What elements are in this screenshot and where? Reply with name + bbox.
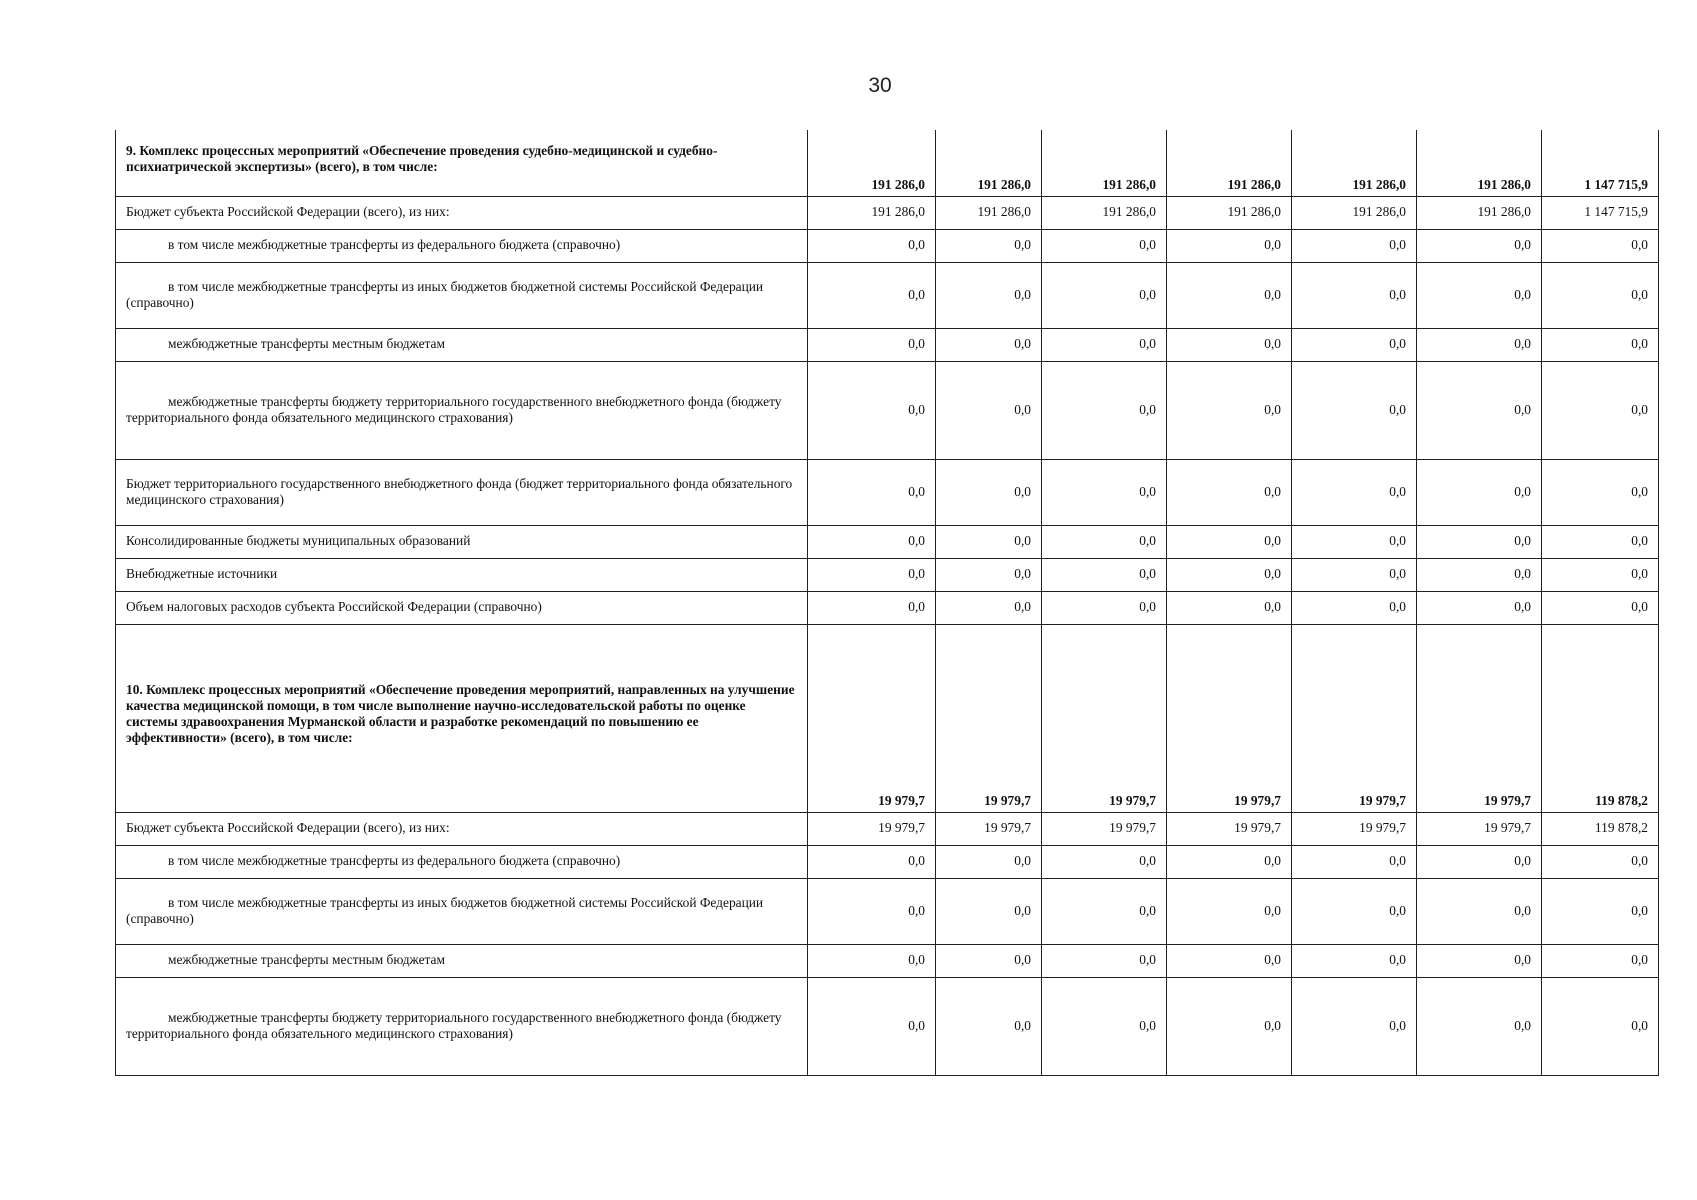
total-cell: 19 979,7 [808,624,936,812]
value-cell: 0,0 [1417,525,1542,558]
value-cell: 0,0 [808,977,936,1075]
value-cell: 0,0 [1167,361,1292,459]
value-cell: 0,0 [1042,558,1167,591]
table-row [116,328,1659,361]
value-cell: 0,0 [1542,328,1659,361]
budget-table [115,130,1659,1076]
value-cell: 0,0 [1542,459,1659,525]
value-cell: 0,0 [808,845,936,878]
value-cell: 0,0 [936,361,1042,459]
value-cell: 0,0 [808,944,936,977]
section-header-row [116,130,1659,196]
value-cell: 0,0 [1167,977,1292,1075]
value-cell: 0,0 [936,328,1042,361]
row-label: Бюджет субъекта Российской Федерации (всего), из них: [116,196,808,229]
table-row [116,525,1659,558]
total-cell: 191 286,0 [936,130,1042,196]
table-row [116,845,1659,878]
value-cell: 0,0 [1167,558,1292,591]
value-cell: 0,0 [1292,229,1417,262]
value-cell: 0,0 [1417,459,1542,525]
table-row [116,558,1659,591]
value-cell: 0,0 [1167,229,1292,262]
total-cell: 191 286,0 [1417,130,1542,196]
value-cell: 0,0 [1542,944,1659,977]
value-cell: 0,0 [1167,328,1292,361]
row-label: межбюджетные трансферты бюджету территориального государственного внебюджетного фонда (бюджету территориального фонда обязательного медицинского страхования) [116,977,808,1075]
value-cell: 0,0 [936,591,1042,624]
value-cell: 0,0 [808,361,936,459]
value-cell: 19 979,7 [1167,812,1292,845]
value-cell: 0,0 [1292,591,1417,624]
total-cell: 19 979,7 [1167,624,1292,812]
value-cell: 0,0 [1167,459,1292,525]
value-cell: 19 979,7 [936,812,1042,845]
value-cell: 191 286,0 [1417,196,1542,229]
table-row [116,944,1659,977]
table-row [116,459,1659,525]
value-cell: 0,0 [808,558,936,591]
row-label: Объем налоговых расходов субъекта Российской Федерации (справочно) [116,591,808,624]
value-cell: 0,0 [936,262,1042,328]
value-cell: 191 286,0 [1167,196,1292,229]
value-cell: 0,0 [1167,525,1292,558]
table-row [116,812,1659,845]
value-cell: 0,0 [1542,262,1659,328]
row-label: в том числе межбюджетные трансферты из федерального бюджета (справочно) [116,845,808,878]
value-cell: 0,0 [1042,361,1167,459]
table-row [116,878,1659,944]
value-cell: 0,0 [1042,229,1167,262]
value-cell: 0,0 [1042,944,1167,977]
value-cell: 0,0 [1417,229,1542,262]
value-cell: 0,0 [1417,845,1542,878]
total-cell: 119 878,2 [1542,624,1659,812]
row-label: Консолидированные бюджеты муниципальных образований [116,525,808,558]
value-cell: 0,0 [1042,525,1167,558]
value-cell: 0,0 [936,845,1042,878]
value-cell: 0,0 [1417,262,1542,328]
value-cell: 0,0 [1542,845,1659,878]
total-cell: 19 979,7 [936,624,1042,812]
value-cell: 0,0 [1292,328,1417,361]
total-cell: 19 979,7 [1042,624,1167,812]
value-cell: 0,0 [1292,459,1417,525]
value-cell: 0,0 [1292,558,1417,591]
value-cell: 0,0 [1542,558,1659,591]
value-cell: 19 979,7 [1292,812,1417,845]
page-number: 30 [868,74,892,97]
total-cell: 191 286,0 [1042,130,1167,196]
value-cell: 0,0 [808,525,936,558]
value-cell: 0,0 [1292,977,1417,1075]
value-cell: 0,0 [1417,361,1542,459]
value-cell: 0,0 [1417,558,1542,591]
total-cell: 19 979,7 [1417,624,1542,812]
value-cell: 0,0 [1292,262,1417,328]
section-title: 10. Комплекс процессных мероприятий «Обеспечение проведения мероприятий, направленных на улучшение качества медицинской помощи, в том числе выполнение научно-исследовательской работы по оценке системы здравоохранения Мурманской области и разработке рекомендаций по повышению ее эффективности» (всего), в том числе: [116,624,808,812]
row-label: Внебюджетные источники [116,558,808,591]
value-cell: 19 979,7 [808,812,936,845]
value-cell: 0,0 [1042,459,1167,525]
row-label: межбюджетные трансферты бюджету территориального государственного внебюджетного фонда (бюджету территориального фонда обязательного медицинского страхования) [116,361,808,459]
total-cell: 1 147 715,9 [1542,130,1659,196]
value-cell: 0,0 [1542,361,1659,459]
value-cell: 191 286,0 [808,196,936,229]
value-cell: 0,0 [1542,591,1659,624]
row-label: в том числе межбюджетные трансферты из федерального бюджета (справочно) [116,229,808,262]
value-cell: 0,0 [1417,977,1542,1075]
table-row [116,262,1659,328]
value-cell: 191 286,0 [1292,196,1417,229]
value-cell: 0,0 [1167,845,1292,878]
value-cell: 0,0 [808,262,936,328]
value-cell: 0,0 [1292,361,1417,459]
value-cell: 0,0 [808,459,936,525]
value-cell: 119 878,2 [1542,812,1659,845]
value-cell: 0,0 [1542,878,1659,944]
value-cell: 0,0 [808,591,936,624]
value-cell: 0,0 [1167,944,1292,977]
value-cell: 191 286,0 [1042,196,1167,229]
total-cell: 191 286,0 [1167,130,1292,196]
section-title: 9. Комплекс процессных мероприятий «Обеспечение проведения судебно-медицинской и судебно-психиатрической экспертизы» (всего), в том числе: [116,130,808,196]
value-cell: 19 979,7 [1417,812,1542,845]
section-header-row [116,624,1659,812]
value-cell: 0,0 [936,229,1042,262]
value-cell: 0,0 [1542,977,1659,1075]
row-label: Бюджет территориального государственного внебюджетного фонда (бюджет территориального фонда обязательного медицинского страхования) [116,459,808,525]
value-cell: 0,0 [1542,229,1659,262]
row-label: межбюджетные трансферты местным бюджетам [116,328,808,361]
value-cell: 0,0 [936,977,1042,1075]
value-cell: 0,0 [936,878,1042,944]
value-cell: 0,0 [1292,944,1417,977]
table-row [116,977,1659,1075]
value-cell: 0,0 [936,459,1042,525]
total-cell: 191 286,0 [1292,130,1417,196]
value-cell: 0,0 [1042,878,1167,944]
total-cell: 19 979,7 [1292,624,1417,812]
value-cell: 0,0 [1042,591,1167,624]
table-row [116,229,1659,262]
value-cell: 0,0 [1042,328,1167,361]
value-cell: 0,0 [1417,878,1542,944]
value-cell: 0,0 [1042,845,1167,878]
value-cell: 0,0 [1167,878,1292,944]
value-cell: 0,0 [936,558,1042,591]
value-cell: 1 147 715,9 [1542,196,1659,229]
row-label: в том числе межбюджетные трансферты из иных бюджетов бюджетной системы Российской Федерации (справочно) [116,262,808,328]
value-cell: 0,0 [808,229,936,262]
value-cell: 0,0 [808,878,936,944]
value-cell: 0,0 [1292,878,1417,944]
value-cell: 0,0 [1292,845,1417,878]
value-cell: 0,0 [1542,525,1659,558]
value-cell: 19 979,7 [1042,812,1167,845]
value-cell: 0,0 [1042,262,1167,328]
value-cell: 0,0 [1042,977,1167,1075]
total-cell: 191 286,0 [808,130,936,196]
value-cell: 0,0 [1167,262,1292,328]
table-row [116,196,1659,229]
table-row [116,591,1659,624]
row-label: Бюджет субъекта Российской Федерации (всего), из них: [116,812,808,845]
row-label: межбюджетные трансферты местным бюджетам [116,944,808,977]
value-cell: 0,0 [808,328,936,361]
value-cell: 191 286,0 [936,196,1042,229]
value-cell: 0,0 [1417,591,1542,624]
value-cell: 0,0 [1417,328,1542,361]
value-cell: 0,0 [1417,944,1542,977]
value-cell: 0,0 [936,525,1042,558]
row-label: в том числе межбюджетные трансферты из иных бюджетов бюджетной системы Российской Федерации (справочно) [116,878,808,944]
value-cell: 0,0 [1292,525,1417,558]
value-cell: 0,0 [1167,591,1292,624]
value-cell: 0,0 [936,944,1042,977]
table-row [116,361,1659,459]
